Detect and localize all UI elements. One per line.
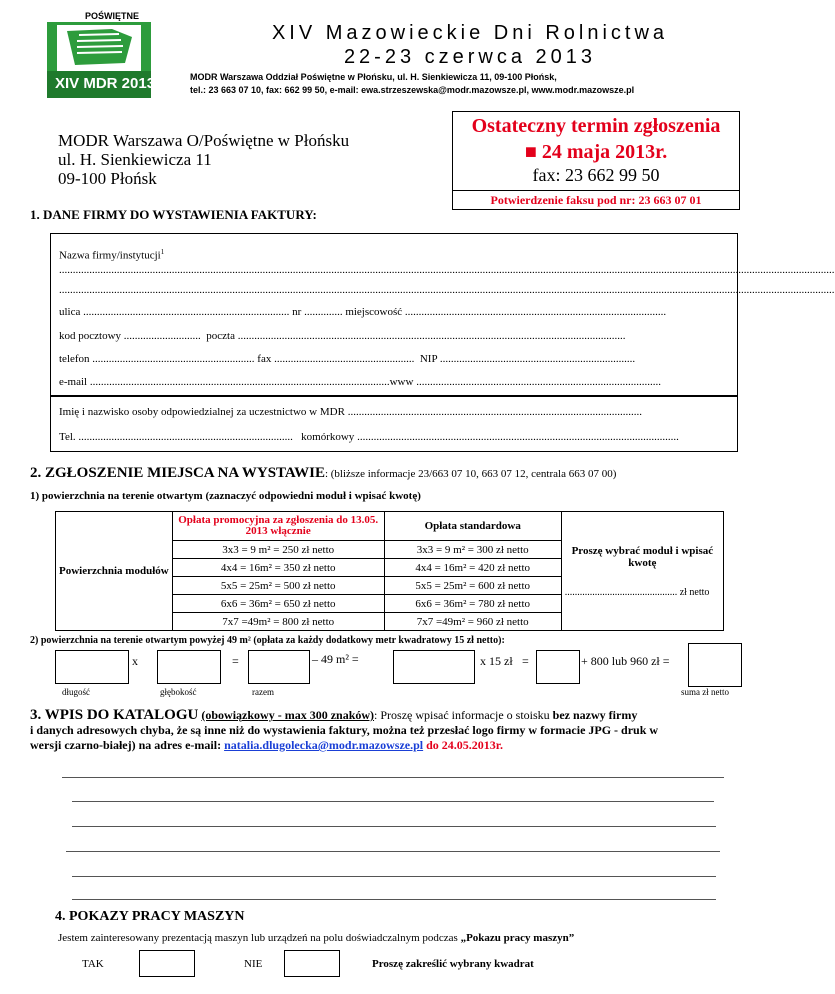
email-field[interactable]: ............................................................................................................. xyxy=(89,376,390,388)
post-field[interactable]: ............................................................................................................................................. xyxy=(237,330,626,342)
section4-instruction: Proszę zakreślić wybrany kwadrat xyxy=(372,958,534,970)
deadline-title: Ostateczny termin zgłoszenia xyxy=(471,115,721,137)
amount-field[interactable]: ............................................. zł netto xyxy=(564,586,710,598)
postal-row: kod pocztowy ............................ poczta ............................................................................................................................................. xyxy=(59,330,626,342)
choose-text: Proszę wybrać moduł i wpisać kwotę xyxy=(571,544,714,569)
op-eq2: = xyxy=(522,654,529,668)
module-price-table xyxy=(55,511,724,631)
standard-header: Opłata standardowa xyxy=(384,512,561,541)
catalog-line[interactable] xyxy=(72,826,716,827)
op-plus: + 800 lub 960 zł = xyxy=(581,654,670,668)
promo-header: Opłata promocyjna za zgłoszenia do 13.05. 2013 włącznie xyxy=(172,512,384,541)
promo-row[interactable]: 7x7 =49m² = 800 zł netto xyxy=(172,613,384,631)
org-address: MODR Warszawa Oddział Poświętne w Płońsku, ul. H. Sienkiewicza 11, 09-100 Płońsk, xyxy=(190,72,557,82)
logo-bottom-text: XIV MDR 2013 xyxy=(55,75,156,92)
person-field[interactable]: ........................................................................................................... xyxy=(347,406,642,418)
section3-heading: 3. WPIS DO KATALOGU xyxy=(30,707,199,723)
caption-sum: suma zł netto xyxy=(681,687,729,697)
person-row: Imię i nazwisko osoby odpowiedzialnej za uczestnictwo w MDR ........................................................................................................... xyxy=(59,406,642,418)
promo-row[interactable]: 5x5 = 25m² = 500 zł netto xyxy=(172,577,384,595)
address-line1: MODR Warszawa O/Poświętne w Płońsku xyxy=(58,131,350,150)
deadline-fax: fax: 23 662 99 50 xyxy=(532,165,660,185)
phone-field[interactable]: ........................................................... xyxy=(92,353,255,365)
section4-text: Jestem zainteresowany prezentacją maszyn lub urządzeń na polu doświadczalnym podczas „Pokazu pracy maszyn” xyxy=(58,932,575,944)
sum-box[interactable] xyxy=(688,643,742,687)
fax-field[interactable]: ................................................... xyxy=(274,353,415,365)
section2-sub1: 1) powierzchnia na terenie otwartym (zaznaczyć odpowiedni moduł i wpisać kwotę) xyxy=(30,490,421,502)
deadline-box xyxy=(452,111,740,191)
company-name-field[interactable]: .......................................................................................................................................................................................................................................................................................... xyxy=(59,264,835,276)
section3-intro: 3. WPIS DO KATALOGU (obowiązkowy - max 300 znaków): Proszę wpisać informacje o stoisku bez nazwy firmy i danych adresowych chyba, że są inne niż do wystawienia faktury, można też przesłać logo firmy w formacie JPG - druk w wersji czarno-białej) na adres e-mail: natalia.dlugolecka@modr.mazowsze.pl do 24.05.2013r. xyxy=(30,707,659,752)
depth-box[interactable] xyxy=(157,650,221,684)
deadline-date: ■ 24 maja 2013r. xyxy=(524,141,668,163)
caption-depth: głębokość xyxy=(160,687,197,697)
catalog-line[interactable] xyxy=(72,899,716,900)
company-data-frame xyxy=(50,233,835,396)
op-eq1: = xyxy=(232,654,239,668)
tel-row: Tel. .............................................................................. komórkowy ..................................................................................................................... xyxy=(59,431,679,443)
length-box[interactable] xyxy=(55,650,129,684)
extra-area-box[interactable] xyxy=(393,650,475,684)
postal-field[interactable]: ............................ xyxy=(123,330,201,342)
section2-sub2: 2) powierzchnia na terenie otwartym powyżej 49 m² (opłata za każdy dodatkowy metr kwadratowy 15 zł netto): xyxy=(30,635,505,646)
fax-confirmation: Potwierdzenie faksu pod nr: 23 663 07 01 xyxy=(452,190,740,210)
standard-row[interactable]: 6x6 = 36m² = 780 zł netto xyxy=(384,595,561,613)
city-field[interactable]: ............................................................................................... xyxy=(404,306,667,318)
op-minus: – 49 m² = xyxy=(312,652,359,666)
standard-row[interactable]: 5x5 = 25m² = 600 zł netto xyxy=(384,577,561,595)
section2-heading: 2. ZGŁOSZENIE MIEJSCA NA WYSTAWIE: (bliższe informacje 23/663 07 10, 663 07 12, centrala 663 07 00) xyxy=(30,465,617,481)
tel-field[interactable]: .............................................................................. xyxy=(78,431,293,443)
catalog-email-link[interactable]: natalia.dlugolecka@modr.mazowsze.pl xyxy=(224,738,424,752)
promo-row[interactable]: 3x3 = 9 m² = 250 zł netto xyxy=(172,541,384,559)
address-line2: ul. H. Sienkiewicza 11 xyxy=(58,150,212,169)
nr-field[interactable]: .............. xyxy=(304,306,343,318)
org-contacts: tel.: 23 663 07 10, fax: 662 99 50, e-mail: ewa.strzeszewska@modr.mazowsze.pl, www.modr.mazowsze.pl xyxy=(190,85,635,95)
caption-total: razem xyxy=(252,687,274,697)
mdr-logo xyxy=(27,13,169,99)
catalog-line[interactable] xyxy=(72,876,716,877)
logo-top-text: POŚWIĘTNE xyxy=(85,11,140,21)
address-line3: 09-100 Płońsk xyxy=(58,169,157,188)
catalog-line[interactable] xyxy=(66,851,720,852)
catalog-line[interactable] xyxy=(72,801,714,802)
www-field[interactable]: ......................................................................................... xyxy=(416,376,661,388)
amount-cell[interactable] xyxy=(561,512,723,631)
mobile-field[interactable]: ..................................................................................................................... xyxy=(357,431,679,443)
event-title: XIV Mazowieckie Dni Rolnictwa xyxy=(271,22,669,44)
caption-length: długość xyxy=(62,687,90,697)
standard-row[interactable]: 3x3 = 9 m² = 300 zł netto xyxy=(384,541,561,559)
promo-row[interactable]: 6x6 = 36m² = 650 zł netto xyxy=(172,595,384,613)
section4-heading: 4. POKAZY PRACY MASZYN xyxy=(55,909,245,924)
no-label: NIE xyxy=(244,958,263,970)
email-row: e-mail .............................................................................................................www ......................................................................................... xyxy=(59,376,661,388)
nip-field[interactable]: ....................................................................... xyxy=(439,353,636,365)
phone-row: telefon ........................................................... fax ................................................... NIP ....................................................................... xyxy=(59,353,636,365)
company-name-label: Nazwa firmy/instytucji$^1$ xyxy=(59,248,165,262)
contact-person-frame xyxy=(50,396,738,452)
standard-row[interactable]: 4x4 = 16m² = 420 zł netto xyxy=(384,559,561,577)
event-dates: 22-23 czerwca 2013 xyxy=(343,46,597,68)
yes-checkbox[interactable] xyxy=(139,950,195,977)
street-field[interactable]: ........................................................................... xyxy=(83,306,290,318)
section1-heading: 1. DANE FIRMY DO WYSTAWIENIA FAKTURY: xyxy=(30,207,317,222)
no-checkbox[interactable] xyxy=(284,950,340,977)
promo-row[interactable]: 4x4 = 16m² = 350 zł netto xyxy=(172,559,384,577)
company-name-field-2[interactable]: .......................................................................................................................................................................................................................................................................................... xyxy=(59,284,835,296)
total-box[interactable] xyxy=(248,650,310,684)
catalog-line[interactable] xyxy=(62,777,724,778)
extra-cost-box[interactable] xyxy=(536,650,580,684)
yes-label: TAK xyxy=(82,958,104,970)
op-x: x xyxy=(132,654,138,668)
address-row: ulica ........................................................................... nr .............. miejscowość ............................................................................................... xyxy=(59,306,667,318)
module-label: Powierzchnia modułów xyxy=(56,512,173,631)
standard-row[interactable]: 7x7 =49m² = 960 zł netto xyxy=(384,613,561,631)
op-times: x 15 zł xyxy=(480,654,513,668)
